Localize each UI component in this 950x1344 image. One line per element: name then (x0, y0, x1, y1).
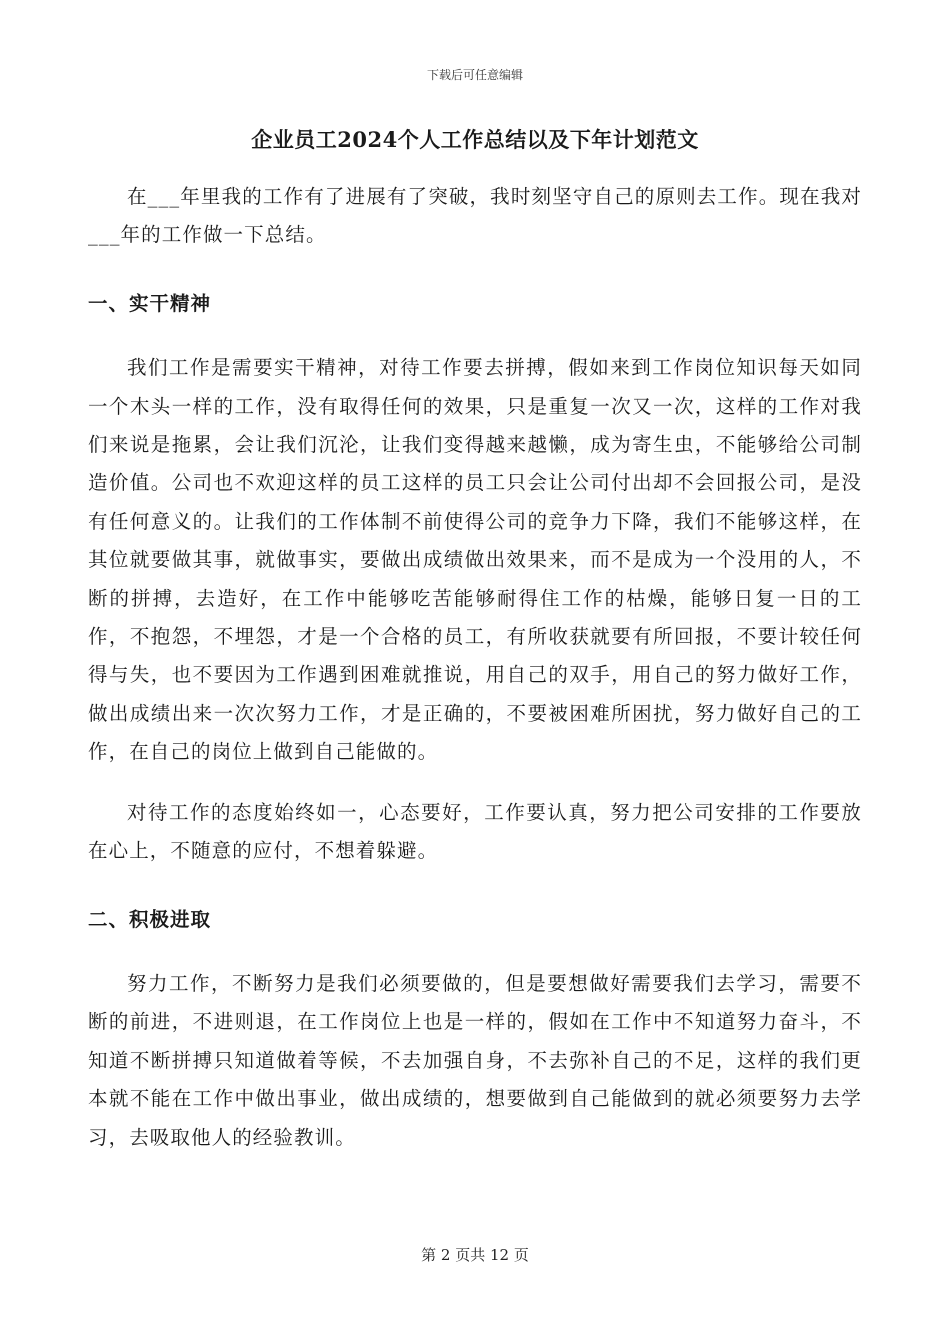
document-body (88, 178, 862, 1157)
intro-paragraph: 在___年里我的工作有了进展有了突破，我时刻坚守自己的原则去工作。现在我对___年的工作做一下总结。 (88, 185, 862, 247)
section-1-paragraph-2: 对待工作的态度始终如一，心态要好，工作要认真，努力把公司安排的工作要放在心上，不随意的应付，不想着躲避。 (88, 800, 862, 863)
document-title: 企业员工2024个人工作总结以及下年计划范文 (251, 127, 699, 152)
section-2-paragraph-1: 努力工作，不断努力是我们必须要做的，但是要想做好需要我们去学习，需要不断的前进，不进则退，在工作岗位上也是一样的，假如在工作中不知道努力奋斗，不知道不断拼搏只知道做着等候，不去加强自身，不去弥补自己的不足，这样的我们更本就不能在工作中做出事业，做出成绩的，想要做到自己能做到的就必须要努力去学习，去吸取他人的经验教训。 (88, 971, 862, 1149)
section-heading-2: 二、积极进取 (88, 907, 212, 931)
header-note: 下载后可任意编辑 (426, 68, 523, 82)
section-heading-1: 一、实干精神 (88, 291, 212, 315)
section-1-paragraph-1: 我们工作是需要实干精神，对待工作要去拼搏，假如来到工作岗位知识每天如同一个木头一样的工作，没有取得任何的效果，只是重复一次又一次，这样的工作对我们来说是拖累，会让我们沉沦，让我们变得越来越懒，成为寄生虫，不能够给公司制造价值。公司也不欢迎这样的员工这样的员工只会让公司付出却不会回报公司，是没有任何意义的。让我们的工作体制不前使得公司的竞争力下降，我们不能够这样，在其位就要做其事，就做事实，要做出成绩做出效果来，而不是成为一个没用的人，不断的拼搏，去造好，在工作中能够吃苦能够耐得住工作的枯燥，能够日复一日的工作，不抱怨，不埋怨，才是一个合格的员工，有所收获就要有所回报，不要计较任何得与失，也不要因为工作遇到困难就推说，用自己的双手，用自己的努力做好工作，做出成绩出来一次次努力工作，才是正确的，不要被困难所困扰，努力做好自己的工作，在自己的岗位上做到自己能做的。 (88, 356, 862, 764)
page-number-footer: 第 2 页共 12 页 (421, 1246, 529, 1264)
